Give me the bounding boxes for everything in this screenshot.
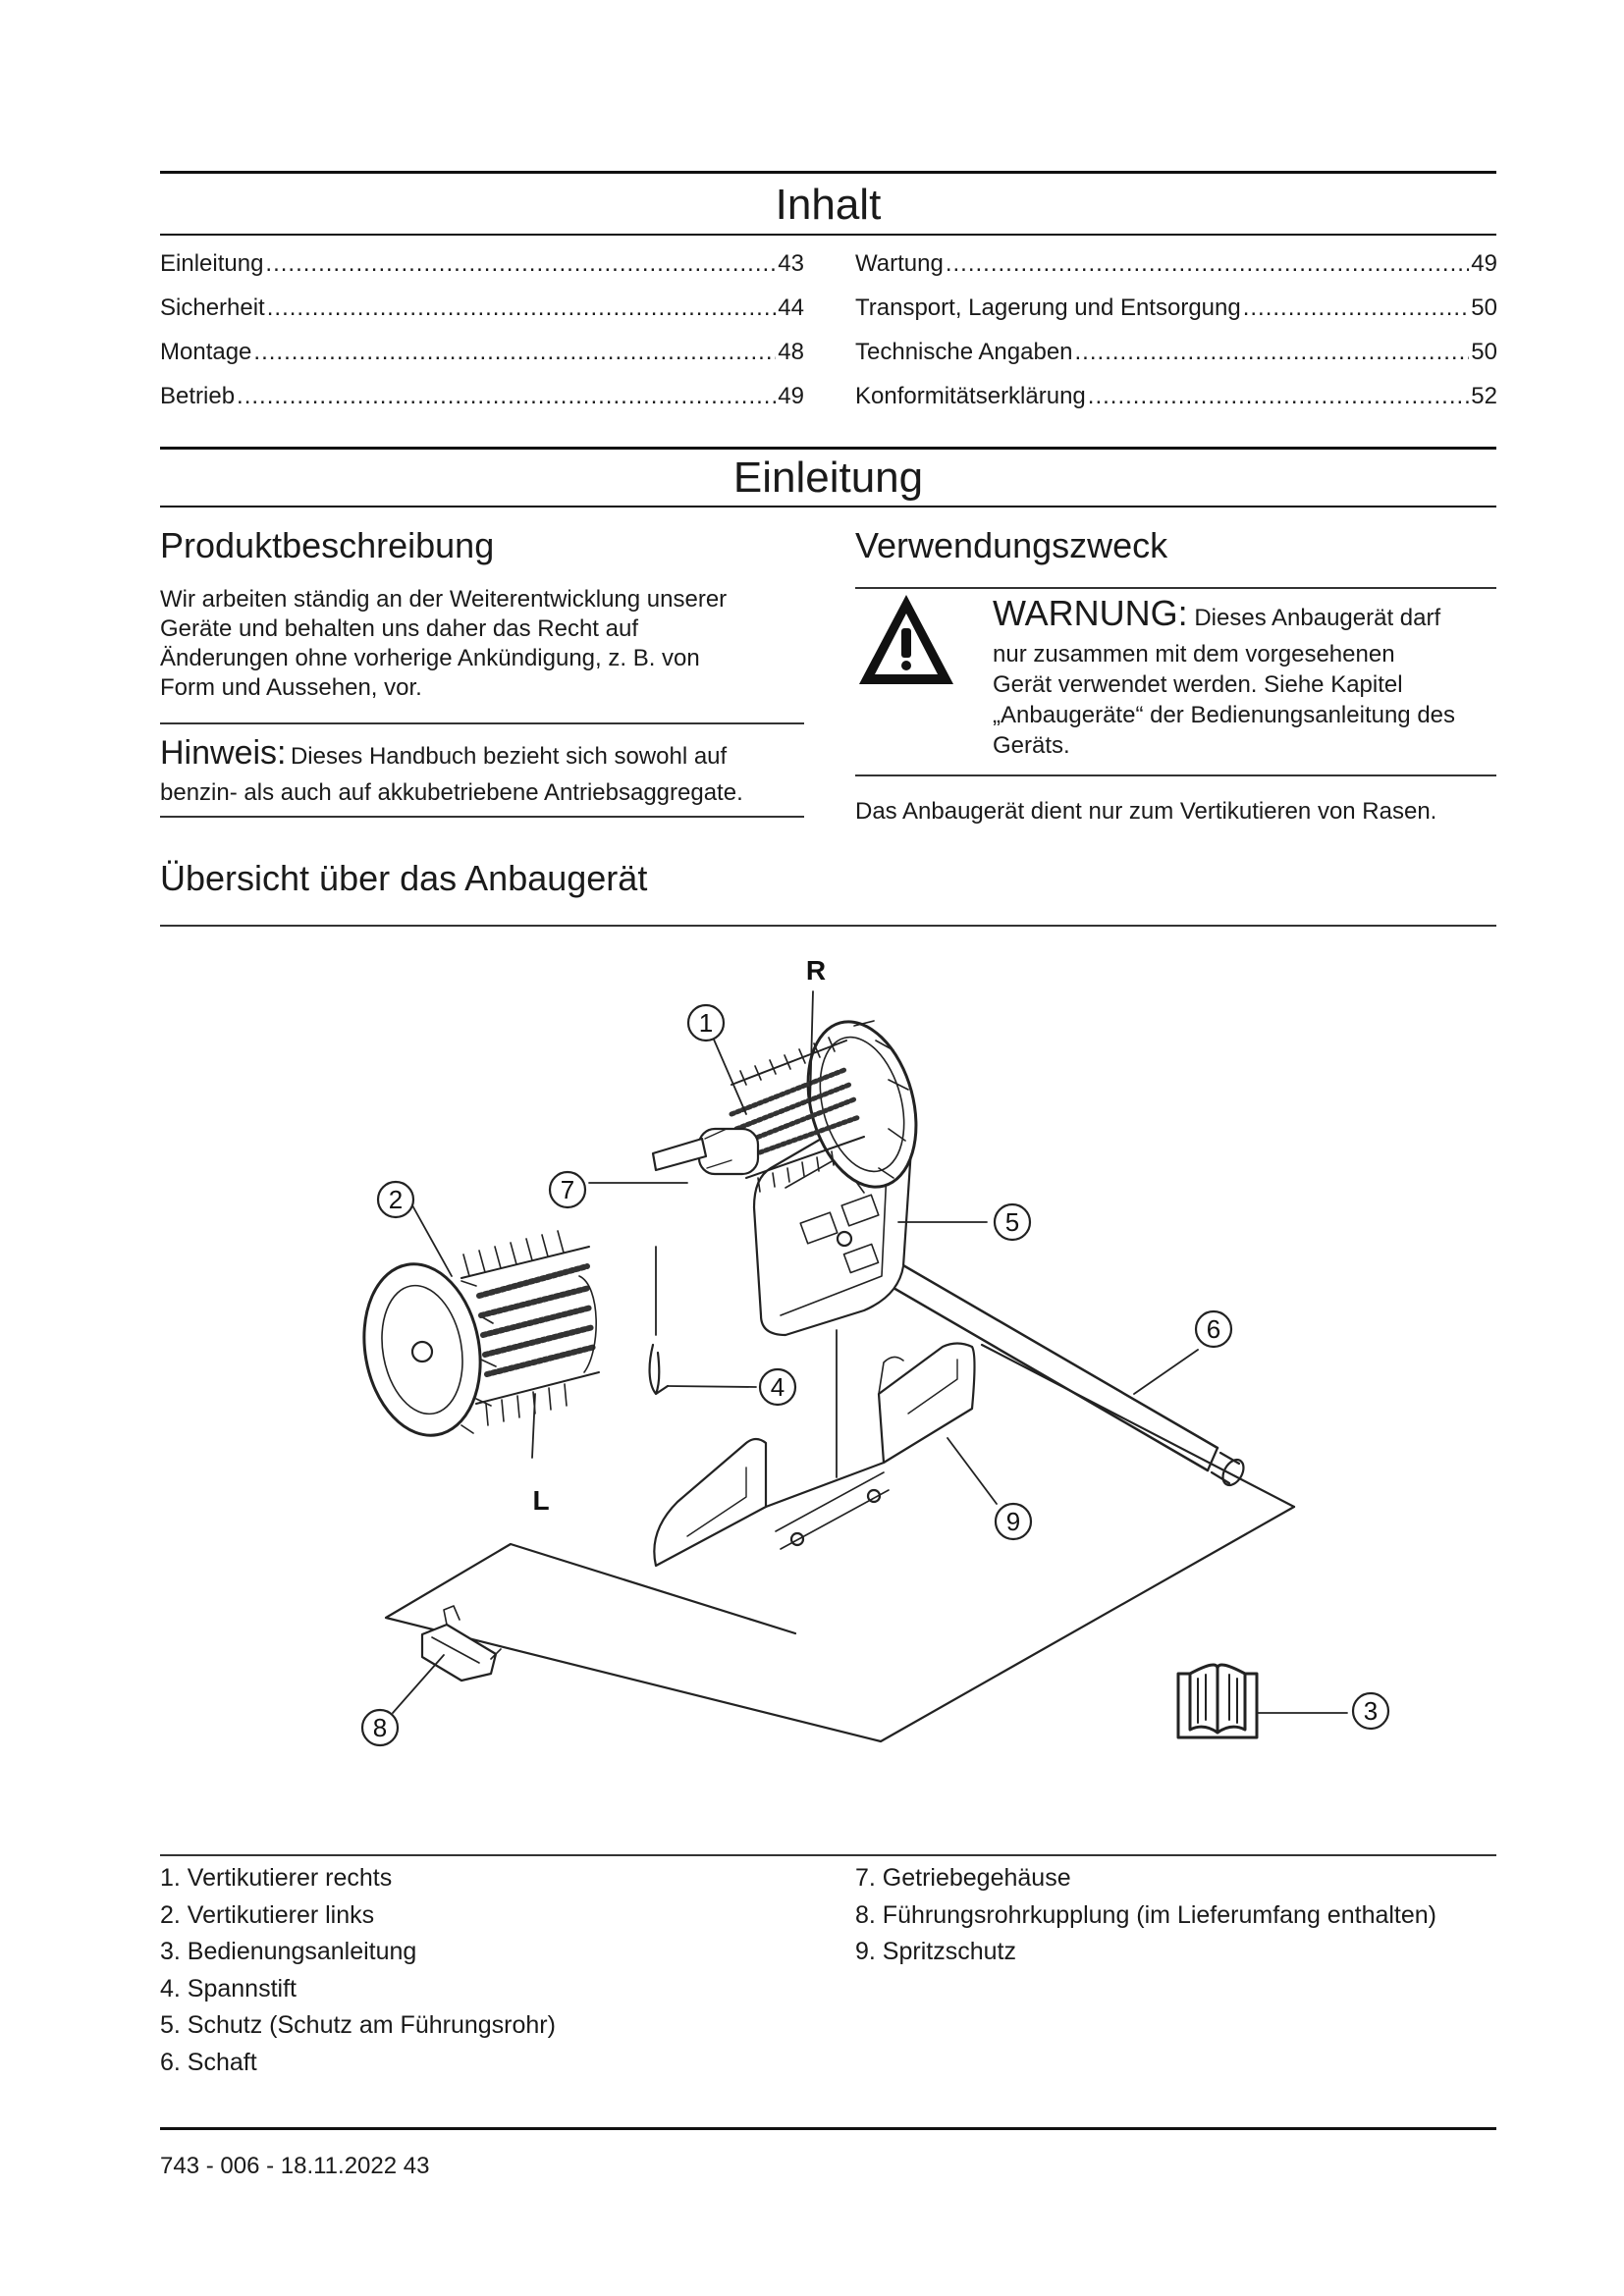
usage-text: Das Anbaugerät dient nur zum Vertikutieren von Rasen. bbox=[855, 798, 1437, 825]
leader-line-6 bbox=[1134, 1350, 1198, 1394]
legend-item: 7. Getriebegehäuse bbox=[855, 1864, 1071, 1892]
warning-label: WARNUNG: bbox=[993, 593, 1188, 633]
toc-entry-label: Sicherheit bbox=[160, 294, 265, 321]
toc-entry-page: 52 bbox=[1471, 383, 1497, 409]
toc-entry-label: Montage bbox=[160, 339, 252, 365]
floor-outline-path bbox=[386, 1507, 1294, 1741]
product-description-line: Geräte und behalten uns daher das Recht auf bbox=[160, 615, 639, 642]
callout-label-9: 9 bbox=[1005, 1507, 1021, 1536]
floor-outline-line bbox=[982, 1345, 1294, 1507]
usage-heading: Verwendungszweck bbox=[855, 525, 1168, 565]
note-text-line2: benzin- als auch auf akkubetriebene Antriebsaggregate. bbox=[160, 779, 743, 806]
toc-entry-page: 50 bbox=[1471, 294, 1497, 321]
legend-item: 6. Schaft bbox=[160, 2048, 257, 2076]
callout-label-5: 5 bbox=[1004, 1207, 1020, 1237]
toc-entry-label: Wartung bbox=[855, 250, 944, 277]
intro-title: Einleitung bbox=[732, 454, 924, 502]
callout-label-1: 1 bbox=[698, 1008, 714, 1038]
legend-right bbox=[855, 1860, 1436, 1971]
warning-text-line: Geräts. bbox=[993, 732, 1070, 759]
verticutter-left-drawing bbox=[352, 1231, 599, 1445]
leader-line-4 bbox=[668, 1386, 756, 1387]
toc-entry-label: Konformitätserklärung bbox=[855, 383, 1086, 409]
footer-text: 743 - 006 - 18.11.2022 43 bbox=[160, 2153, 430, 2179]
splash-guard-drawing bbox=[654, 1344, 974, 1567]
legend-item: 8. Führungsrohrkupplung (im Lieferumfang enthalten) bbox=[855, 1900, 1437, 1929]
product-description-line: Änderungen ohne vorherige Ankündigung, z. B. von bbox=[160, 645, 700, 671]
spring-pin-drawing bbox=[650, 1345, 668, 1394]
note-label: Hinweis: bbox=[160, 734, 287, 772]
warning-text: Dieses Anbaugerät darf bbox=[1194, 605, 1441, 631]
callout-label-6: 6 bbox=[1206, 1314, 1221, 1344]
product-heading: Produktbeschreibung bbox=[160, 525, 495, 565]
toc-entry-page: 50 bbox=[1471, 339, 1497, 365]
callout-label-2: 2 bbox=[388, 1185, 404, 1214]
leader-line-9 bbox=[947, 1438, 997, 1504]
legend-left bbox=[160, 1860, 556, 2081]
legend-item: 5. Schutz (Schutz am Führungsrohr) bbox=[160, 2011, 556, 2039]
toc-entry-page: 44 bbox=[778, 294, 804, 321]
product-description-line: Wir arbeiten ständig an der Weiterentwicklung unserer bbox=[160, 586, 728, 613]
legend-rule bbox=[160, 1854, 1496, 1856]
legend-item: 4. Spannstift bbox=[160, 1974, 297, 2002]
side-label-right: R bbox=[805, 955, 827, 986]
callout-label-8: 8 bbox=[372, 1713, 388, 1742]
warning-text-line: nur zusammen mit dem vorgesehenen bbox=[993, 641, 1395, 667]
toc-entry-label: Transport, Lagerung und Entsorgung bbox=[855, 294, 1241, 321]
legend-item: 2. Vertikutierer links bbox=[160, 1900, 375, 1929]
toc-title: Inhalt bbox=[775, 181, 882, 229]
toc-entry-page: 48 bbox=[778, 339, 804, 365]
legend-item: 9. Spritzschutz bbox=[855, 1938, 1016, 1965]
toc-entry-page: 49 bbox=[1471, 250, 1497, 277]
side-label-left: L bbox=[532, 1485, 550, 1516]
toc-entry-page: 43 bbox=[778, 250, 804, 277]
legend-item: 1. Vertikutierer rechts bbox=[160, 1864, 393, 1892]
legend-item: 3. Bedienungsanleitung bbox=[160, 1938, 417, 1965]
callout-label-4: 4 bbox=[770, 1372, 785, 1402]
warning-text-line: „Anbaugeräte“ der Bedienungsanleitung des bbox=[993, 702, 1456, 728]
toc-entry-label: Betrieb bbox=[160, 383, 236, 409]
note-text: Dieses Handbuch bezieht sich sowohl auf bbox=[290, 743, 728, 770]
toc-entry-label: Technische Angaben bbox=[855, 339, 1073, 365]
book-icon bbox=[1178, 1665, 1257, 1737]
warning-text-line: Gerät verwendet werden. Siehe Kapitel bbox=[993, 671, 1403, 698]
leader-line-8 bbox=[393, 1655, 444, 1713]
toc-entry-page: 49 bbox=[778, 383, 804, 409]
overview-heading: Übersicht über das Anbaugerät bbox=[160, 858, 648, 898]
product-description-line: Form und Aussehen, vor. bbox=[160, 674, 422, 701]
footer-rule bbox=[160, 2127, 1496, 2130]
toc-entry-label: Einleitung bbox=[160, 250, 264, 277]
callout-label-7: 7 bbox=[560, 1175, 575, 1204]
callout-label-3: 3 bbox=[1363, 1696, 1379, 1726]
